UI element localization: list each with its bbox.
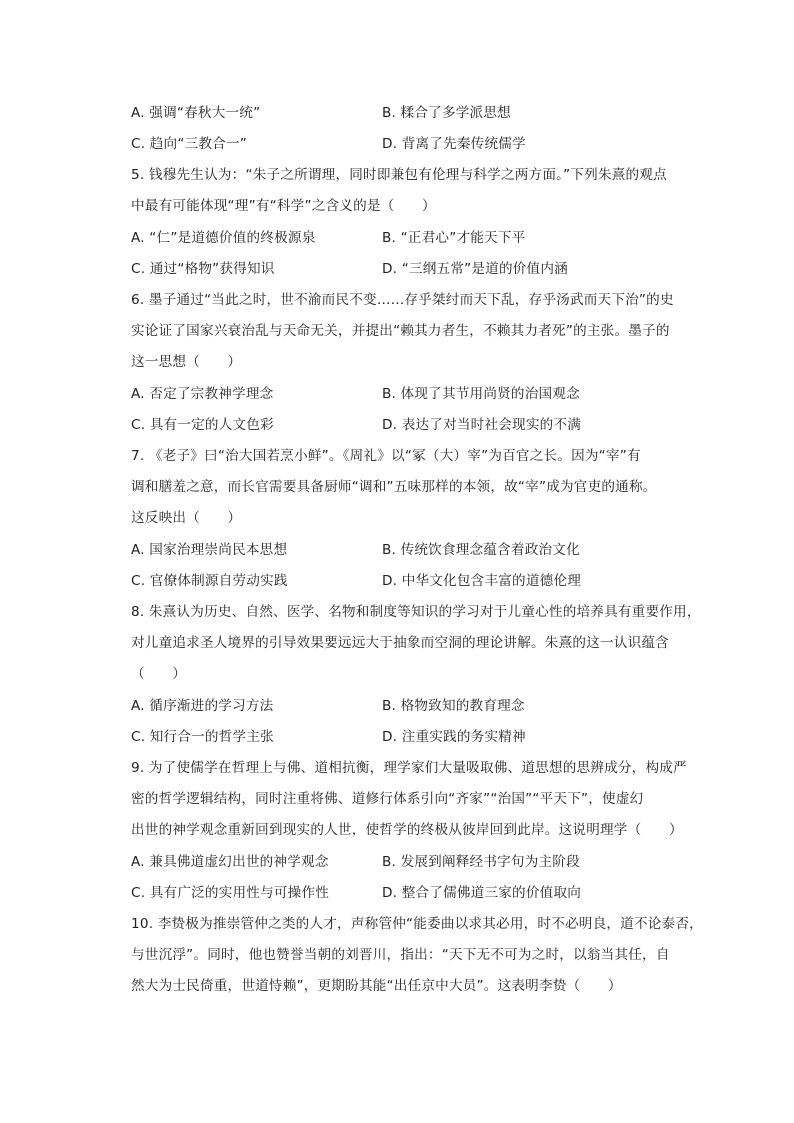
q9-option-a: A. 兼具佛道虚幻出世的神学观念 — [131, 854, 329, 870]
q7-option-b: B. 传统饮食理念蕴含着政治文化 — [382, 542, 580, 558]
prev-option-d: D. 背离了先秦传统儒学 — [382, 136, 526, 152]
q6-option-a: A. 否定了宗教神学理念 — [131, 386, 274, 402]
q6-stem-line-3: 这一思想（ ） — [131, 354, 242, 370]
q8-option-a: A. 循序渐进的学习方法 — [131, 698, 274, 714]
q10-stem-line-1: 10. 李贽极为推崇管仲之类的人才，声称管仲“能委曲以求其必用，时不必明良，道不论泰否， — [131, 916, 703, 932]
q5-option-b: B. “正君心”才能天下平 — [382, 230, 526, 246]
prev-option-c: C. 趋向“三教合一” — [131, 136, 247, 152]
q6-option-c: C. 具有一定的人文色彩 — [131, 417, 274, 433]
q9-option-d: D. 整合了儒佛道三家的价值取向 — [382, 885, 582, 901]
q7-stem-line-2: 调和膳羞之意，而长官需要具备厨师“调和”五味那样的本领，故“宰”成为官吏的通称。 — [131, 479, 657, 495]
q8-stem-line-3: （ ） — [131, 666, 187, 682]
q5-option-c: C. 通过“格物”获得知识 — [131, 261, 275, 277]
q7-stem-line-3: 这反映出（ ） — [131, 510, 242, 526]
q8-option-d: D. 注重实践的务实精神 — [382, 729, 526, 745]
q8-option-b: B. 格物致知的教育理念 — [382, 698, 525, 714]
q6-stem-line-2: 实论证了国家兴衰治乱与天命无关，并提出“赖其力者生，不赖其力者死”的主张。墨子的 — [131, 323, 670, 339]
q6-stem-line-1: 6. 墨子通过“当此之时，世不渝而民不变……存乎桀纣而天下乱，存乎汤武而天下治”的史 — [131, 292, 674, 308]
q8-option-c: C. 知行合一的哲学主张 — [131, 729, 274, 745]
q5-option-a: A. “仁”是道德价值的终极源泉 — [131, 230, 316, 246]
q10-stem-line-3: 然大为士民倚重，世道恃赖”，更期盼其能“出任京中大员”。这表明李贽（ ） — [131, 978, 622, 994]
q6-option-d: D. 表达了对当时社会现实的不满 — [382, 417, 582, 433]
q9-stem-line-2: 密的哲学逻辑结构，同时注重将佛、道修行体系引向“齐家”“治国”“平天下”，使虚幻 — [131, 791, 644, 807]
q8-stem-line-2: 对儿童追求圣人境界的引导效果要远远大于抽象而空洞的理论讲解。朱熹的这一认识蕴含 — [131, 635, 669, 651]
q7-option-c: C. 官僚体制源自劳动实践 — [131, 573, 288, 589]
prev-option-b: B. 糅合了多学派思想 — [382, 105, 511, 121]
q10-stem-line-2: 与世沉浮”。同时，他也赞誉当朝的刘晋川，指出：“天下无不可为之时，以翁当其任，自 — [131, 947, 670, 963]
q5-option-d: D. “三纲五常”是道的价值内涵 — [382, 261, 568, 277]
q7-option-a: A. 国家治理崇尚民本思想 — [131, 542, 288, 558]
q8-stem-line-1: 8. 朱熹认为历史、自然、医学、名物和制度等知识的学习对于儿童心性的培养具有重要作用， — [131, 604, 701, 620]
q9-stem-line-1: 9. 为了使儒学在哲理上与佛、道相抗衡，理学家们大量吸取佛、道思想的思辨成分，构成严 — [131, 760, 687, 776]
q7-option-d: D. 中华文化包含丰富的道德伦理 — [382, 573, 582, 589]
q5-stem-line-1: 5. 钱穆先生认为：“朱子之所谓理，同时即兼包有伦理与科学之两方面。”下列朱熹的观点 — [131, 167, 667, 183]
q9-stem-line-3: 出世的神学观念重新回到现实的人世，使哲学的终极从彼岸回到此岸。这说明理学（ ） — [131, 822, 683, 838]
q5-stem-line-2: 中最有可能体现“理”有“科学”之含义的是（ ） — [131, 198, 436, 214]
q9-option-b: B. 发展到阐释经书字句为主阶段 — [382, 854, 580, 870]
q9-option-c: C. 具有广泛的实用性与可操作性 — [131, 885, 330, 901]
prev-option-a: A. 强调“春秋大一统” — [131, 105, 261, 121]
q6-option-b: B. 体现了其节用尚贤的治国观念 — [382, 386, 580, 402]
q7-stem-line-1: 7. 《老子》曰“治大国若烹小鲜”。《周礼》以“冢（大）宰”为百官之长。因为“宰”有 — [131, 448, 641, 464]
